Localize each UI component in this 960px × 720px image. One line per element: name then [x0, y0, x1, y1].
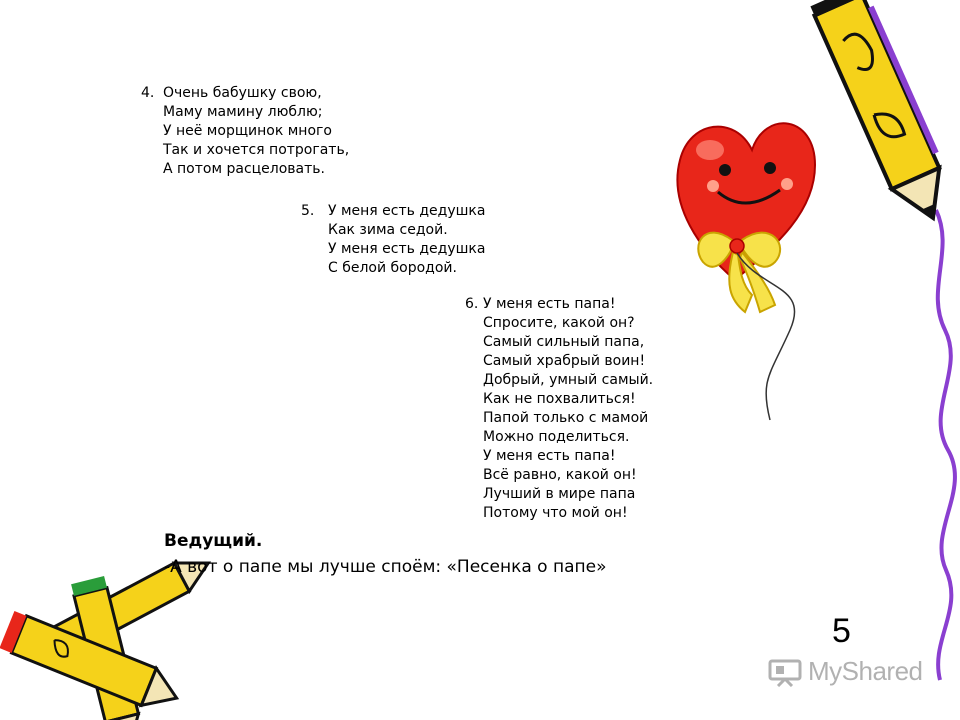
watermark [768, 656, 923, 687]
heart-balloon-icon [677, 123, 815, 420]
verse-line: Очень бабушку свою, [163, 85, 322, 101]
verse-line: Так и хочется потрогать, [163, 142, 350, 158]
verse-number: 6. [465, 296, 479, 312]
purple-wavy-line [936, 210, 955, 680]
verse-line: С белой бородой. [328, 260, 457, 276]
verse-line: А потом расцеловать. [163, 161, 325, 177]
verse-line: Добрый, умный самый. [483, 372, 654, 388]
verse-line: Как не похвалиться! [483, 391, 636, 407]
verse-line: У меня есть папа! [483, 296, 616, 312]
verse-line: У неё морщинок много [163, 123, 332, 139]
host-line: -А вот о папе мы лучше споём: «Песенка о папе» [164, 557, 607, 577]
verse-line: У меня есть папа! [483, 448, 616, 464]
pencil-icon [810, 0, 960, 228]
verse-4 [141, 84, 349, 179]
verse-5 [301, 202, 485, 278]
verse-line: Маму мамину люблю; [163, 104, 323, 120]
projector-icon [768, 657, 802, 687]
verse-number: 4. [141, 85, 155, 101]
verse-line: У меня есть дедушка [328, 203, 486, 219]
verse-line: Спросите, какой он? [483, 315, 635, 331]
verse-number: 5. [301, 203, 315, 219]
verse-line: У меня есть дедушка [328, 241, 486, 257]
verse-line: Как зима седой. [328, 222, 448, 238]
verse-line: Потому что мой он! [483, 505, 628, 521]
host-title: Ведущий. [164, 531, 263, 551]
verse-line: Лучший в мире папа [483, 486, 636, 502]
verse-line: Самый храбрый воин! [483, 353, 646, 369]
page-number: 5 [832, 612, 851, 650]
host-block [164, 528, 607, 580]
verse-6 [465, 295, 653, 523]
watermark-text: MyShared [808, 656, 923, 686]
verse-line: Можно поделиться. [483, 429, 630, 445]
verse-line: Самый сильный папа, [483, 334, 645, 350]
verse-line: Папой только с мамой [483, 410, 649, 426]
verse-line: Всё равно, какой он! [483, 467, 637, 483]
